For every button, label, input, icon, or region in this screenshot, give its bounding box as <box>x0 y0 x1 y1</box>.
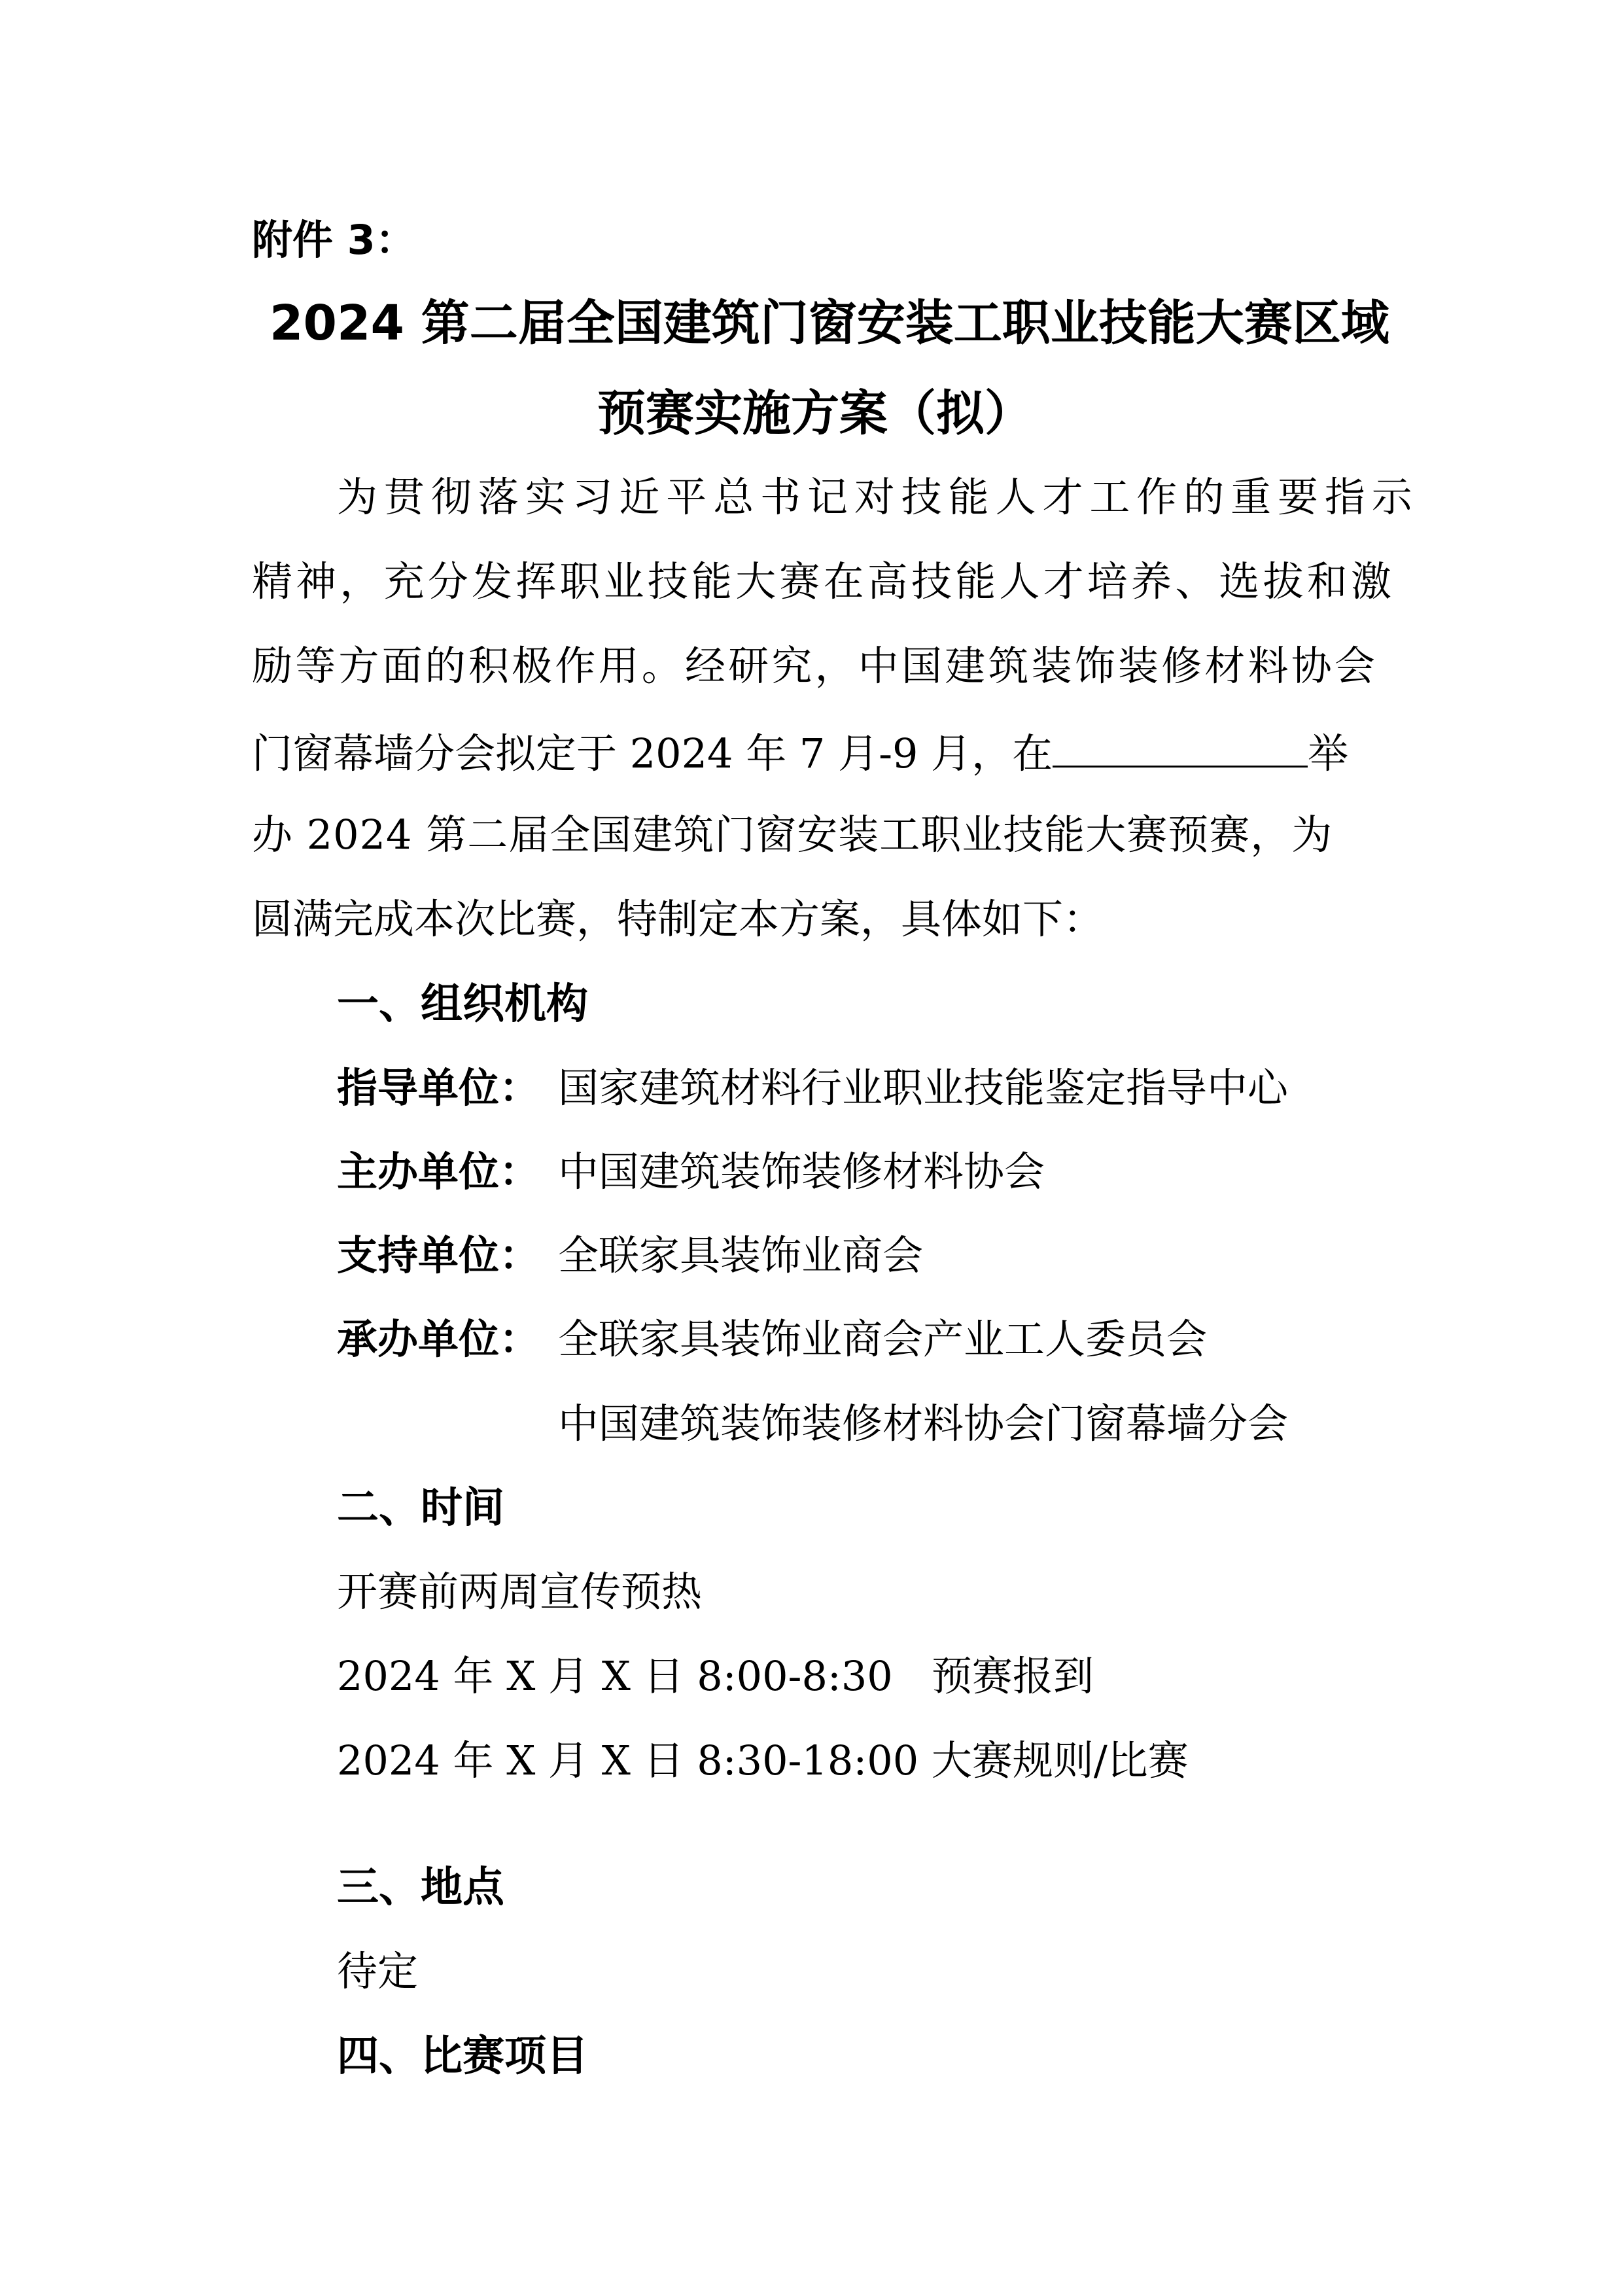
org-value-host: 中国建筑装饰装修材料协会 <box>558 1148 1045 1195</box>
org-value-guide: 国家建筑材料行业职业技能鉴定指导中心 <box>558 1064 1289 1112</box>
intro-line-3: 励等方面的积极作用。经研究，中国建筑装饰装修材料协会 <box>252 642 1378 690</box>
time-line-2: 2024 年 X 月 X 日 8:00-8:30 预赛报到 <box>337 1652 1094 1700</box>
document-title-line-2: 预赛实施方案（拟） <box>597 385 1033 442</box>
org-label-support: 支持单位： <box>337 1231 540 1279</box>
intro-line-5: 办 2024 第二届全国建筑门窗安装工职业技能大赛预赛，为 <box>252 811 1333 858</box>
time-line-1: 开赛前两周宣传预热 <box>337 1568 703 1616</box>
attachment-label: 附件 3： <box>252 216 416 264</box>
venue-blank-line <box>1053 730 1308 768</box>
org-label-host: 主办单位： <box>337 1148 540 1195</box>
section-heading-location: 三、地点 <box>337 1863 504 1912</box>
section-heading-time: 二、时间 <box>337 1484 504 1532</box>
intro-line-6: 圆满完成本次比赛，特制定本方案，具体如下： <box>252 895 1104 943</box>
org-value-organizer-2: 中国建筑装饰装修材料协会门窗幕墙分会 <box>558 1400 1289 1447</box>
intro-line-1: 为贯彻落实习近平总书记对技能人才工作的重要指示 <box>337 473 1419 521</box>
intro-line-4-before: 门窗幕墙分会拟定于 2024 年 7 月-9 月，在 <box>252 730 1053 777</box>
org-label-guide: 指导单位： <box>337 1064 540 1112</box>
intro-line-4 <box>252 730 1349 777</box>
org-value-support: 全联家具装饰业商会 <box>558 1231 924 1279</box>
org-value-organizer-1: 全联家具装饰业商会产业工人委员会 <box>558 1315 1208 1363</box>
section-heading-organization: 一、组织机构 <box>337 980 588 1029</box>
intro-line-4-after: 举 <box>1308 730 1349 777</box>
section-heading-competition-items: 四、比赛项目 <box>337 2032 588 2081</box>
intro-line-2: 精神，充分发挥职业技能大赛在高技能人才培养、选拔和激 <box>252 557 1395 605</box>
location-text: 待定 <box>337 1947 419 1995</box>
time-line-3: 2024 年 X 月 X 日 8:30-18:00 大赛规则/比赛 <box>337 1737 1189 1784</box>
org-label-organizer: 承办单位： <box>337 1315 540 1363</box>
document-title-line-1: 2024 第二届全国建筑门窗安装工职业技能大赛区域 <box>270 295 1389 351</box>
